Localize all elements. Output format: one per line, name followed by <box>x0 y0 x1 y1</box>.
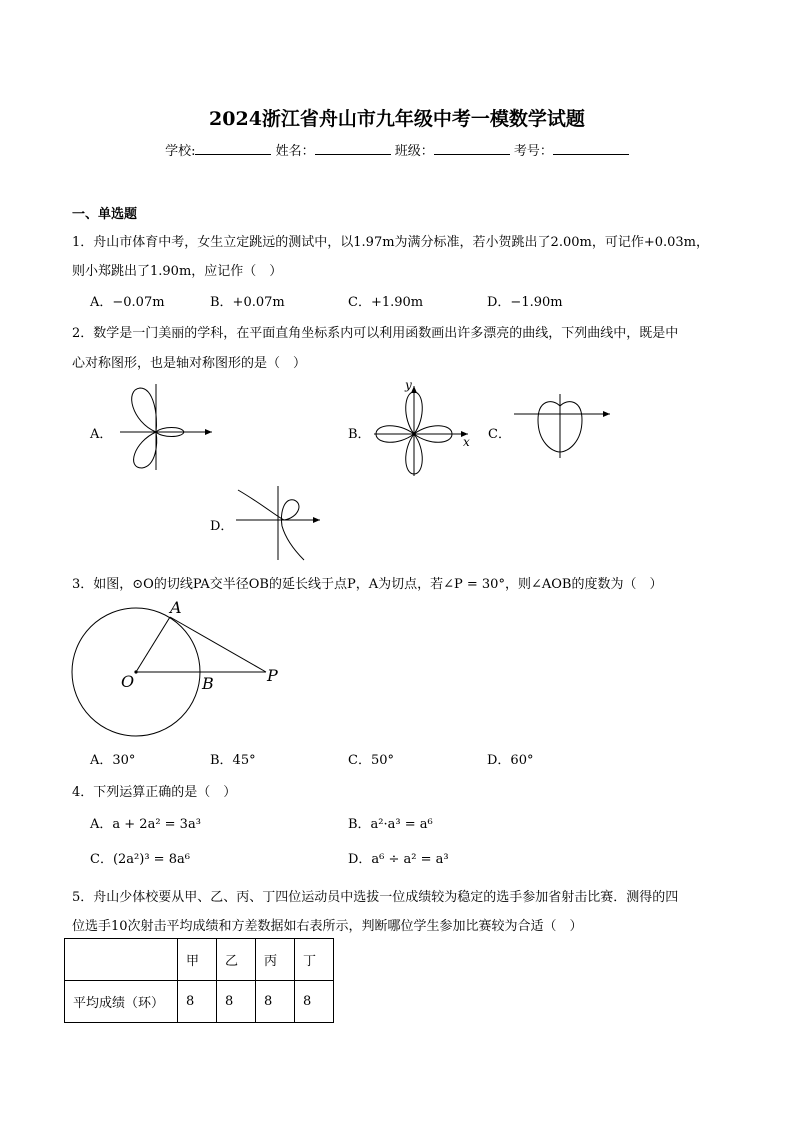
q1-option-b[interactable]: B．+0.07m <box>210 295 285 310</box>
q2-option-b-label[interactable]: B． <box>348 427 371 442</box>
student-info-line <box>0 140 794 159</box>
q4-option-b[interactable]: B．a²·a³ = a⁶ <box>348 817 433 832</box>
table-header-cell: 丁 <box>295 939 334 981</box>
table-cell: 8 <box>295 981 334 1023</box>
exam-no-blank[interactable] <box>553 142 629 155</box>
q1-line1: 1．舟山市体育中考，女生立定跳远的测试中，以1.97m为满分标准，若小贺跳出了2.00m，可记作+0.03m， <box>72 235 709 250</box>
q1-option-c[interactable]: C．+1.90m <box>348 295 424 310</box>
section-heading: 一、单选题 <box>72 207 138 222</box>
q2-figure-d <box>232 482 324 562</box>
name-label: 姓名： <box>275 144 315 159</box>
q3-option-a[interactable]: A．30° <box>90 753 136 768</box>
q4-option-c[interactable]: C．(2a²)³ = 8a⁶ <box>90 852 190 867</box>
table-cell: 平均成绩（环） <box>65 981 178 1023</box>
q4-option-d[interactable]: D．a⁶ ÷ a² = a³ <box>348 852 449 867</box>
q2-figure-c <box>510 392 614 462</box>
q3-label-p: P <box>267 666 278 685</box>
q2-figure-b <box>370 378 476 478</box>
q3-figure-circle <box>70 600 290 740</box>
table-cell: 8 <box>217 981 256 1023</box>
q3-label-a: A <box>170 598 182 617</box>
q1-option-d[interactable]: D．−1.90m <box>487 295 563 310</box>
exam-no-label: 考号： <box>513 144 553 159</box>
q1-option-a[interactable]: A．−0.07m <box>90 295 165 310</box>
scores-table <box>64 938 334 1023</box>
table-header-row <box>65 939 334 981</box>
table-header-cell: 丙 <box>256 939 295 981</box>
table-header-cell: 乙 <box>217 939 256 981</box>
q3-option-c[interactable]: C．50° <box>348 753 394 768</box>
q3-label-o: O <box>121 672 135 691</box>
table-cell: 8 <box>256 981 295 1023</box>
q2-option-a-label[interactable]: A． <box>90 427 113 442</box>
class-label: 班级： <box>394 144 434 159</box>
q2-axis-x-label: x <box>463 435 470 449</box>
school-label: 学校: <box>165 144 196 159</box>
q3-line: 3．如图，⊙O的切线PA交半径OB的延长线于点P，A为切点，若∠P = 30°，则∠AOB的度数为（ ） <box>72 577 663 592</box>
q5-line2: 位选手10次射击平均成绩和方差数据如右表所示，判断哪位学生参加比赛较为合适（ ） <box>72 919 583 934</box>
school-blank[interactable] <box>195 142 271 155</box>
q3-option-b[interactable]: B．45° <box>210 753 256 768</box>
class-blank[interactable] <box>434 142 510 155</box>
q2-figure-a <box>112 382 216 474</box>
q3-label-b: B <box>202 674 214 693</box>
table-cell: 8 <box>178 981 217 1023</box>
q5-line1: 5．舟山少体校要从甲、乙、丙、丁四位运动员中选拔一位成绩较为稳定的选手参加省射击比赛．测得的四 <box>72 890 679 905</box>
q2-axis-y-label: y <box>405 378 412 392</box>
page-title: 2024浙江省舟山市九年级中考一模数学试题 <box>209 108 585 130</box>
q2-option-d-label[interactable]: D． <box>210 519 234 534</box>
table-row <box>65 981 334 1023</box>
q4-option-a[interactable]: A．a + 2a² = 3a³ <box>90 817 201 832</box>
name-blank[interactable] <box>315 142 391 155</box>
q1-line2: 则小郑跳出了1.90m，应记作（ ） <box>72 264 283 279</box>
q2-line1: 2．数学是一门美丽的学科，在平面直角坐标系内可以利用函数画出许多漂亮的曲线，下列曲线中，既是中 <box>72 326 679 341</box>
q3-option-d[interactable]: D．60° <box>487 753 534 768</box>
table-header-cell: 甲 <box>178 939 217 981</box>
q2-option-c-label[interactable]: C． <box>488 427 511 442</box>
q4-line: 4．下列运算正确的是（ ） <box>72 785 237 800</box>
table-header-cell <box>65 939 178 981</box>
q2-line2: 心对称图形，也是轴对称图形的是（ ） <box>72 356 307 371</box>
